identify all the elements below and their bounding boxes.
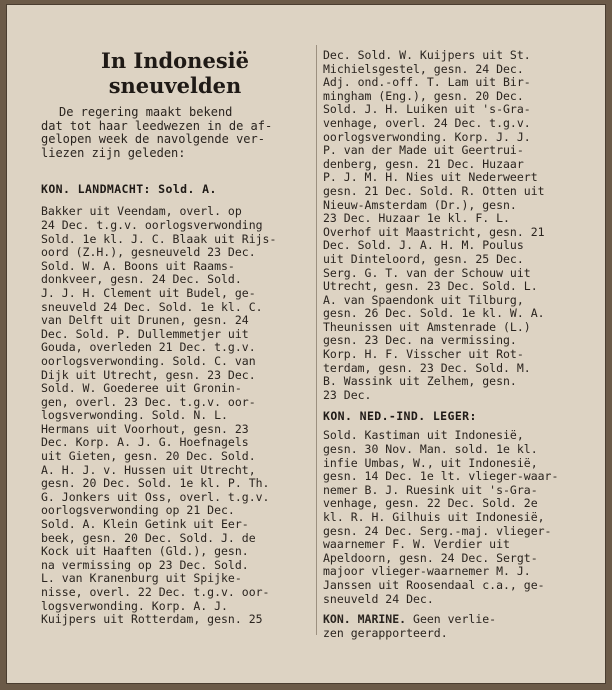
- landmacht-casualty-list: [41, 205, 309, 626]
- casualty-text-line: A. van Spaendonk uit Tilburg,: [323, 292, 524, 307]
- marine-text-line: zen gerapporteerd.: [323, 626, 448, 640]
- knil-heading: KON. NED.-IND. LEGER:: [323, 409, 477, 424]
- casualty-text-line: Kuijpers uit Rotterdam, gesn. 25: [41, 612, 263, 627]
- casualty-text-line: Gouda, overleden 21 Dec. t.g.v.: [41, 340, 256, 355]
- casualty-text-line: Sold. W. A. Boons uit Raams-: [41, 258, 235, 273]
- newspaper-clipping: [6, 4, 606, 684]
- casualty-text-line: Kock uit Haaften (Gld.), gesn.: [41, 544, 249, 559]
- casualty-text-line: van Delft uit Drunen, gesn. 24: [41, 313, 249, 328]
- intro-line: dat tot haar leedwezen in de af-: [41, 118, 273, 133]
- casualty-text-line: gesn. 30 Nov. Man. sold. 1e kl.: [323, 442, 538, 457]
- casualty-text-line: gesn. 23 Dec. na vermissing.: [323, 333, 517, 348]
- landmacht-heading: KON. LANDMACHT: Sold. A.: [41, 182, 217, 197]
- casualty-text-line: gesn. 26 Dec. Sold. 1e kl. W. A.: [323, 306, 545, 321]
- casualty-text-line: 23 Dec. Huzaar 1e kl. F. L.: [323, 211, 510, 226]
- headline: [41, 48, 309, 98]
- casualty-text-line: gesn. 20 Dec. Sold. 1e kl. P. Th.: [41, 476, 270, 491]
- casualty-text-line: gen, overl. 23 Dec. t.g.v. oor-: [41, 394, 256, 409]
- casualty-text-line: Dec. Sold. W. Kuijpers uit St.: [323, 49, 531, 62]
- casualty-text-line: gesn. 14 Dec. 1e lt. vlieger-waar-: [323, 469, 559, 484]
- left-column: [41, 5, 309, 627]
- casualty-text-line: logsverwonding. Sold. N. L.: [41, 408, 228, 423]
- headline-line-2: sneuvelden: [108, 73, 242, 98]
- casualty-text-line: waarnemer F. W. Verdier uit: [323, 537, 510, 552]
- casualty-text-line: majoor vlieger-waarnemer M. J.: [323, 564, 531, 579]
- casualty-text-line: Nieuw-Amsterdam (Dr.), gesn.: [323, 197, 517, 212]
- casualty-text-line: Adj. ond.-off. T. Lam uit Bir-: [323, 75, 531, 90]
- casualty-text-line: P. J. M. H. Nies uit Nederweert: [323, 170, 538, 185]
- headline-line-1: In Indonesië: [101, 48, 249, 73]
- casualty-text-line: infie Umbas, W., uit Indonesië,: [323, 455, 538, 470]
- intro-line: De regering maakt bekend: [59, 105, 233, 119]
- casualty-text-line: Dijk uit Utrecht, gesn. 23 Dec.: [41, 367, 256, 382]
- casualty-text-line: Dec. Korp. A. J. G. Hoefnagels: [41, 435, 249, 450]
- column-divider: [316, 45, 317, 635]
- casualty-text-line: G. Jonkers uit Oss, overl. t.g.v.: [41, 489, 270, 504]
- casualty-text-line: beek, gesn. 20 Dec. Sold. J. de: [41, 530, 256, 545]
- casualty-text-line: Dec. Sold. P. Dullemmetjer uit: [41, 326, 249, 341]
- intro-paragraph: [41, 106, 309, 160]
- intro-line: gelopen week de navolgende ver-: [41, 132, 265, 147]
- casualty-text-line: denberg, gesn. 21 Dec. Huzaar: [323, 156, 524, 171]
- casualty-text-line: Janssen uit Roosendaal c.a., ge-: [323, 577, 545, 592]
- casualty-text-line: sneuveld 24 Dec. Sold. 1e kl. C.: [41, 299, 263, 314]
- casualty-text-line: gesn. 21 Dec. Sold. R. Otten uit: [323, 183, 545, 198]
- casualty-text-line: mingham (Eng.), gesn. 20 Dec.: [323, 88, 524, 103]
- casualty-text-line: uit Gieten, gesn. 20 Dec. Sold.: [41, 449, 256, 464]
- casualty-text-line: uit Dinteloord, gesn. 25 Dec.: [323, 251, 524, 266]
- casualty-text-line: Serg. G. T. van der Schouw uit: [323, 265, 531, 280]
- casualty-text-line: Theunissen uit Amstenrade (L.): [323, 319, 531, 334]
- knil-casualty-list: [323, 429, 587, 606]
- casualty-text-line: Sold. A. Klein Getink uit Eer-: [41, 517, 249, 532]
- casualty-text-line: P. van der Made uit Geertrui-: [323, 143, 524, 158]
- casualty-text-line: Hermans uit Voorhout, gesn. 23: [41, 421, 249, 436]
- casualty-text-line: B. Wassink uit Zelhem, gesn.: [323, 374, 517, 389]
- casualty-text-line: Apeldoorn, gesn. 24 Dec. Sergt-: [323, 550, 538, 565]
- marine-text-line: Geen verlie-: [406, 613, 497, 627]
- casualty-text-line: Michielsgestel, gesn. 24 Dec.: [323, 61, 524, 76]
- casualty-text-line: nemer B. J. Ruesink uit 's-Gra-: [323, 482, 538, 497]
- casualty-text-line: Korp. H. F. Visscher uit Rot-: [323, 347, 524, 362]
- casualty-text-line: Sold. 1e kl. J. C. Blaak uit Rijs-: [41, 231, 277, 246]
- casualty-text-line: Sold. W. Goederee uit Gronin-: [41, 381, 242, 396]
- casualty-text-line: oorlogsverwonding op 21 Dec.: [41, 503, 235, 518]
- casualty-text-line: donkveer, gesn. 24 Dec. Sold.: [41, 272, 242, 287]
- casualty-text-line: gesn. 24 Dec. Serg.-maj. vlieger-: [323, 523, 552, 538]
- casualty-text-line: 23 Dec.: [323, 387, 372, 402]
- casualty-text-line: Utrecht, gesn. 23 Dec. Sold. L.: [323, 279, 538, 294]
- landmacht-casualty-list-continued: [323, 49, 587, 402]
- casualty-text-line: na vermissing op 23 Dec. Sold.: [41, 557, 249, 572]
- right-column: [323, 5, 587, 640]
- casualty-text-line: terdam, gesn. 23 Dec. Sold. M.: [323, 360, 531, 375]
- casualty-text-line: nisse, overl. 22 Dec. t.g.v. oor-: [41, 585, 270, 599]
- casualty-text-line: logsverwonding. Korp. A. J.: [41, 598, 228, 613]
- casualty-text-line: Dec. Sold. J. A. H. M. Poulus: [323, 238, 524, 253]
- casualty-text-line: 24 Dec. t.g.v. oorlogsverwonding: [41, 217, 263, 232]
- casualty-text-line: venhage, gesn. 22 Dec. Sold. 2e: [323, 496, 538, 511]
- casualty-text-line: J. J. H. Clement uit Budel, ge-: [41, 285, 256, 300]
- casualty-text-line: sneuveld 24 Dec.: [323, 591, 434, 606]
- casualty-text-line: Sold. Kastiman uit Indonesië,: [323, 429, 524, 443]
- casualty-text-line: Sold. J. H. Luiken uit 's-Gra-: [323, 102, 531, 117]
- casualty-text-line: kl. R. H. Gilhuis uit Indonesië,: [323, 510, 545, 524]
- casualty-text-line: oorlogsverwonding. Sold. C. van: [41, 353, 256, 368]
- casualty-text-line: Bakker uit Veendam, overl. op: [41, 205, 242, 219]
- marine-section: [323, 613, 587, 627]
- casualty-text-line: A. H. J. v. Hussen uit Utrecht,: [41, 462, 256, 477]
- casualty-text-line: Overhof uit Maastricht, gesn. 21: [323, 224, 545, 239]
- marine-heading: KON. MARINE.: [323, 613, 407, 627]
- intro-line: liezen zijn geleden:: [41, 145, 186, 160]
- casualty-text-line: venhage, overl. 24 Dec. t.g.v.: [323, 115, 531, 130]
- casualty-text-line: oord (Z.H.), gesneuveld 23 Dec.: [41, 245, 256, 260]
- casualty-text-line: oorlogsverwonding. Korp. J. J.: [323, 129, 531, 144]
- casualty-text-line: L. van Kranenburg uit Spijke-: [41, 571, 242, 586]
